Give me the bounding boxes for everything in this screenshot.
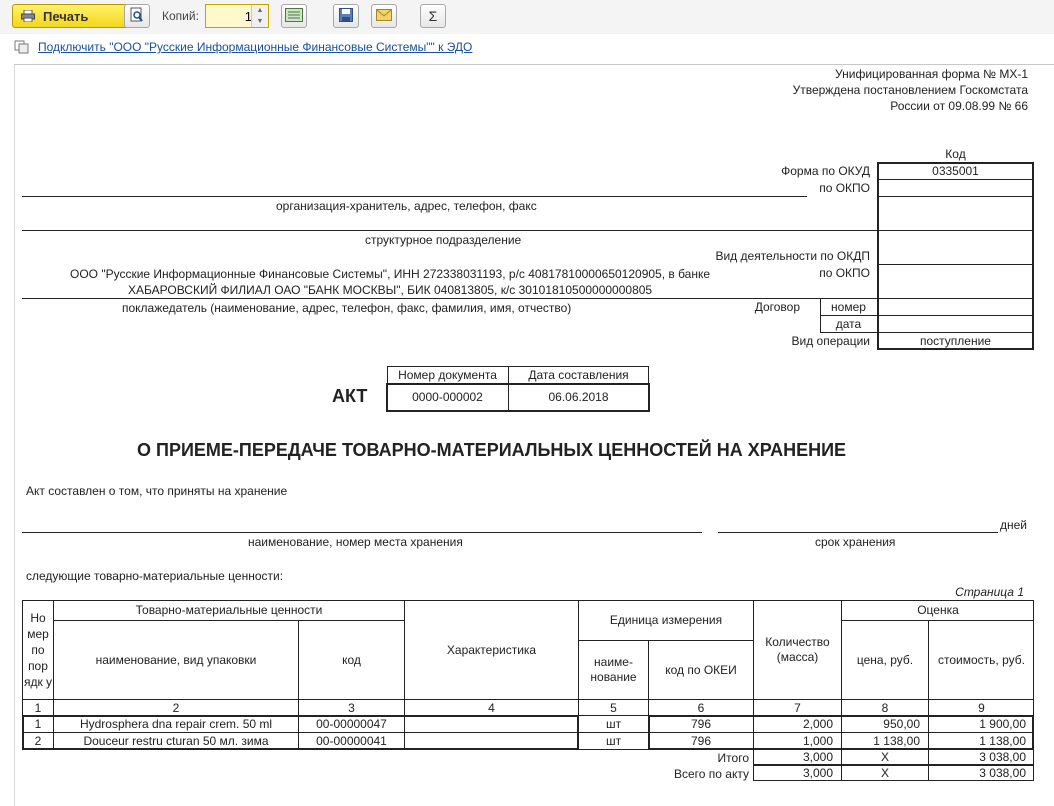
sum-icon: Σ bbox=[428, 8, 438, 24]
email-button[interactable] bbox=[371, 4, 397, 28]
col-number: 9 bbox=[978, 700, 985, 715]
header-unit-name: наиме-нование bbox=[590, 655, 637, 684]
header-cost: стоимость, руб. bbox=[938, 652, 1025, 667]
toolbar bbox=[0, 0, 1054, 34]
header-price: цена, руб. bbox=[856, 652, 914, 667]
row-cost: 1 900,00 bbox=[979, 716, 1026, 731]
header-tmc: Товарно-материальные ценности bbox=[135, 603, 323, 617]
total-cost: 3 038,00 bbox=[979, 750, 1026, 764]
header-name: наименование, вид упаковки bbox=[95, 652, 257, 667]
header-row-number: Но мер по пор ядк у bbox=[23, 611, 53, 689]
settings-button[interactable] bbox=[281, 4, 307, 28]
preview-button[interactable] bbox=[124, 4, 150, 28]
grand-qty: 3,000 bbox=[802, 766, 833, 780]
org-keeper-caption: организация-хранитель, адрес, телефон, факс bbox=[276, 199, 537, 213]
col-number: 2 bbox=[172, 700, 180, 715]
print-label: Печать bbox=[43, 8, 89, 24]
grand-label: Всего по акту bbox=[674, 767, 749, 781]
total-price: X bbox=[880, 750, 889, 764]
row-characteristic bbox=[405, 716, 578, 732]
storage-term-line bbox=[718, 532, 998, 533]
subdivision-line bbox=[22, 230, 877, 231]
doc-date-header: Дата составления bbox=[528, 367, 629, 382]
days-label: дней bbox=[1000, 518, 1028, 532]
row-number: 2 bbox=[34, 733, 42, 748]
col-number: 7 bbox=[794, 700, 801, 715]
row-name: Hydrosphera dna repair crem. 50 ml bbox=[79, 716, 273, 731]
col-number: 8 bbox=[881, 700, 889, 715]
row-qty: 1,000 bbox=[802, 733, 833, 748]
edo-connect-link[interactable]: Подключить "ООО "Русские Информационные Финансовые Системы"" к ЭДО bbox=[38, 40, 473, 54]
okpo2-label: по ОКПО bbox=[819, 266, 870, 280]
code-header: Код bbox=[945, 146, 966, 161]
row-okei: 796 bbox=[690, 716, 712, 731]
divider bbox=[877, 264, 1034, 265]
okdp-label: Вид деятельности по ОКДП bbox=[715, 249, 870, 263]
grand-price: X bbox=[880, 766, 889, 780]
depositor-line bbox=[22, 298, 820, 299]
spin-down-icon[interactable]: ▼ bbox=[256, 18, 264, 25]
following-values: следующие товарно-материальные ценности: bbox=[26, 569, 284, 583]
header-okei-code: код по ОКЕИ bbox=[665, 662, 737, 677]
act-intro: Акт составлен о том, что приняты на хранение bbox=[26, 484, 288, 498]
okud-label: Форма по ОКУД bbox=[781, 164, 870, 178]
col-number: 5 bbox=[610, 700, 617, 715]
unified-form-line2: Утверждена постановлением Госкомстата bbox=[792, 83, 1028, 97]
save-icon bbox=[339, 8, 353, 25]
row-name: Douceur restru cturan 50 мл. зима bbox=[83, 733, 269, 748]
preview-icon bbox=[130, 7, 144, 26]
divider bbox=[877, 196, 1034, 197]
spin-up-icon[interactable]: ▲ bbox=[256, 7, 264, 14]
copies-spin[interactable] bbox=[251, 5, 268, 27]
storage-place-caption: наименование, номер места хранения bbox=[248, 535, 463, 549]
row-number: 1 bbox=[34, 716, 42, 731]
save-button[interactable] bbox=[333, 4, 359, 28]
contract-number-label: номер bbox=[831, 299, 866, 314]
subdivision-caption: структурное подразделение bbox=[365, 233, 522, 247]
row-unit: шт bbox=[605, 716, 622, 731]
copies-stepper[interactable] bbox=[205, 4, 269, 28]
header-valuation: Оценка bbox=[917, 603, 959, 617]
row-code: 00-00000041 bbox=[316, 733, 387, 748]
depositor-line1: ООО "Русские Информационные Финансовые Системы", ИНН 272338031193, р/с 40817810000650120905, в банке bbox=[70, 267, 711, 281]
row-code: 00-00000047 bbox=[316, 716, 387, 731]
contract-label: Договор bbox=[754, 300, 800, 314]
total-label: Итого bbox=[717, 751, 749, 765]
printer-icon bbox=[21, 10, 35, 22]
doc-date: 06.06.2018 bbox=[548, 390, 609, 404]
print-button[interactable] bbox=[12, 4, 130, 28]
unified-form-line1: Унифицированная форма № МХ-1 bbox=[835, 67, 1028, 81]
col-number: 3 bbox=[348, 700, 355, 715]
email-icon bbox=[376, 8, 392, 24]
operation-value: поступление bbox=[920, 333, 991, 348]
storage-place-line bbox=[22, 532, 702, 533]
storage-term-caption: срок хранения bbox=[815, 535, 896, 549]
header-quantity: Количество (масса) bbox=[765, 635, 830, 664]
header-characteristic: Характеристика bbox=[446, 642, 537, 657]
col-number: 4 bbox=[488, 700, 495, 715]
okud-value: 0335001 bbox=[932, 163, 979, 178]
header-unit: Единица измерения bbox=[609, 613, 723, 627]
copies-label: Копий: bbox=[162, 9, 199, 23]
divider bbox=[877, 230, 1034, 231]
divider bbox=[877, 298, 1034, 299]
doc-number-header: Номер документа bbox=[398, 367, 497, 382]
row-price: 950,00 bbox=[883, 716, 920, 731]
copies-input[interactable] bbox=[208, 7, 254, 25]
operation-label: Вид операции bbox=[791, 334, 870, 348]
okpo-label: по ОКПО bbox=[819, 181, 870, 195]
edo-icon bbox=[14, 40, 30, 57]
row-qty: 2,000 bbox=[802, 716, 833, 731]
divider bbox=[877, 179, 1034, 180]
contract-date-label: дата bbox=[835, 316, 862, 331]
org-keeper-line bbox=[22, 196, 807, 197]
unified-form-line3: России от 09.08.99 № 66 bbox=[890, 99, 1028, 113]
depositor-line2: ХАБАРОВСКИЙ ФИЛИАЛ ОАО "БАНК МОСКВЫ", БИК 040813805, к/с 30101810500000000805 bbox=[128, 283, 653, 297]
row-okei: 796 bbox=[690, 733, 712, 748]
depositor-caption: поклажедатель (наименование, адрес, телефон, факс, фамилия, имя, отчество) bbox=[122, 301, 572, 315]
act-label: АКТ bbox=[332, 386, 368, 406]
col-number: 6 bbox=[697, 700, 705, 715]
doc-number: 0000-000002 bbox=[412, 390, 483, 404]
row-unit: шт bbox=[605, 733, 622, 748]
act-title: О ПРИЕМЕ-ПЕРЕДАЧЕ ТОВАРНО-МАТЕРИАЛЬНЫХ ЦЕННОСТЕЙ НА ХРАНЕНИЕ bbox=[137, 440, 847, 460]
header-code: код bbox=[342, 652, 361, 667]
col-number: 1 bbox=[34, 700, 42, 715]
page-label: Страница 1 bbox=[955, 585, 1024, 599]
row-characteristic bbox=[405, 733, 578, 749]
code-column-box bbox=[877, 162, 1034, 350]
row-price: 1 138,00 bbox=[873, 733, 920, 748]
sum-button[interactable] bbox=[420, 4, 446, 28]
row-cost: 1 138,00 bbox=[979, 733, 1026, 748]
settings-icon bbox=[285, 8, 303, 25]
total-qty: 3,000 bbox=[802, 750, 833, 764]
grand-cost: 3 038,00 bbox=[979, 766, 1026, 780]
